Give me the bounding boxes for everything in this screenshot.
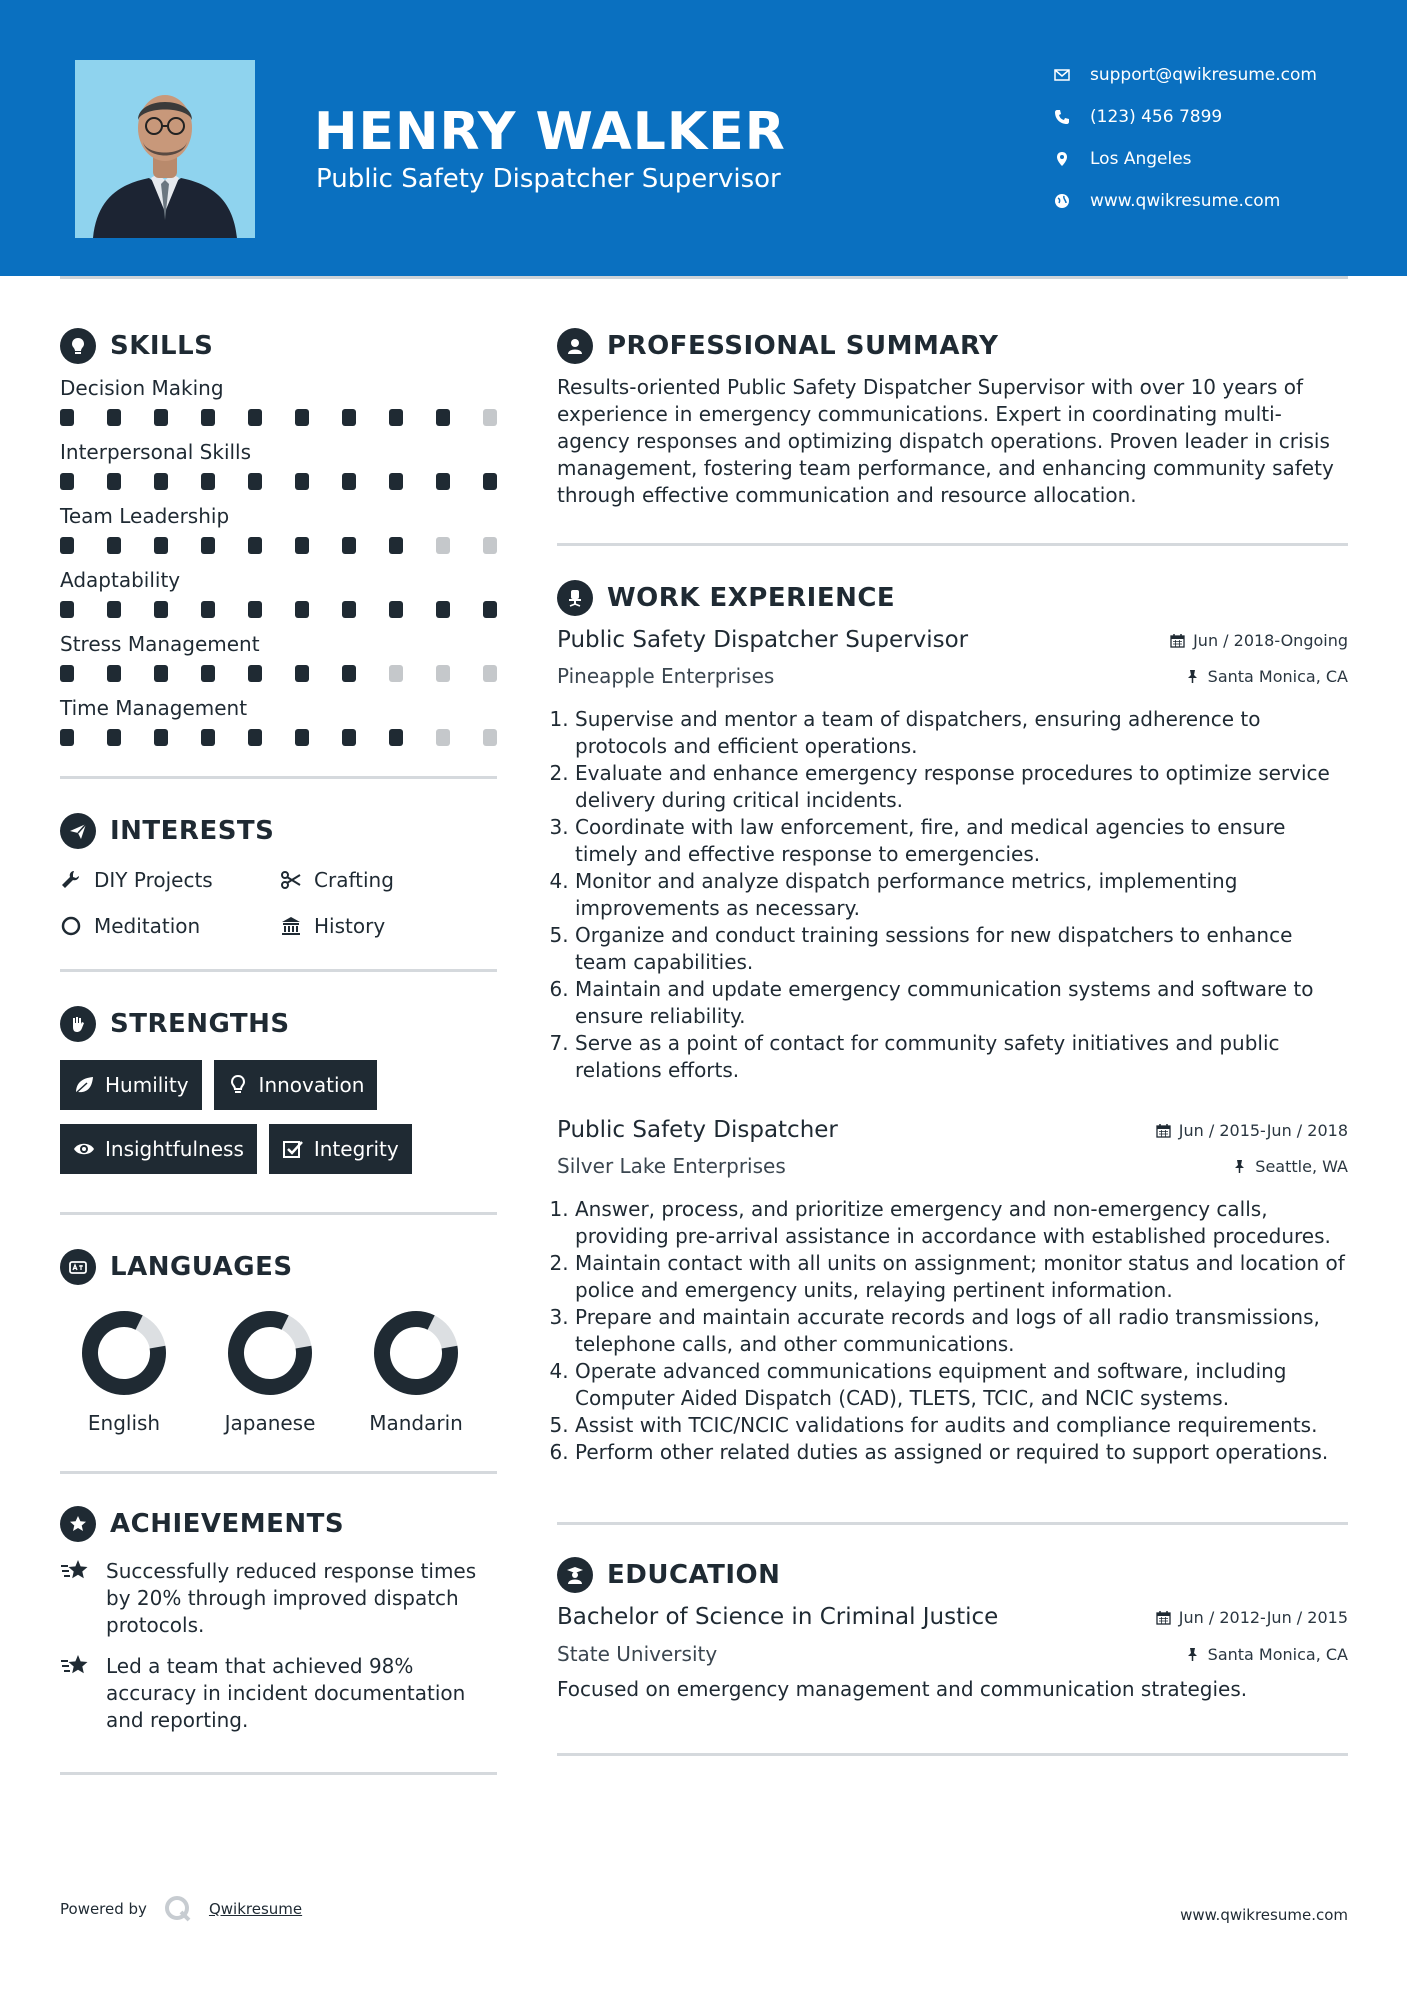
language-name: English [87, 1411, 161, 1435]
skill-dot-filled [342, 409, 356, 426]
skill-dot-filled [248, 665, 262, 682]
skill-dot-filled [154, 537, 168, 554]
section-divider [60, 969, 497, 972]
skill-dot-filled [201, 473, 215, 490]
header-divider [60, 276, 1348, 279]
summary-title: PROFESSIONAL SUMMARY [607, 331, 999, 361]
language-name: Japanese [224, 1411, 316, 1435]
skill-dot-filled [389, 537, 403, 554]
skills-title: SKILLS [110, 331, 214, 361]
circle-icon [60, 915, 82, 937]
duty-item: 2. Evaluate and enhance emergency response procedures to optimize service delivery during critical incidents. [575, 760, 1348, 814]
paper-plane-section-icon [60, 813, 96, 849]
interests-grid [60, 863, 497, 943]
section-divider [557, 1753, 1348, 1756]
education-dates [1156, 1608, 1348, 1627]
skill-dot-filled [389, 601, 403, 618]
skill-dot-filled [60, 537, 74, 554]
duty-item: 5. Organize and conduct training sessions for new dispatchers to enhance team capabilities. [575, 922, 1348, 976]
contact-website-text: www.qwikresume.com [1090, 191, 1281, 211]
experience-title: WORK EXPERIENCE [607, 583, 896, 613]
powered-by-text: Powered by [60, 1900, 147, 1918]
interest-item [280, 863, 497, 897]
job-location-text: Seattle, WA [1255, 1156, 1348, 1176]
skill-dot-filled [436, 473, 450, 490]
calendar-icon [1156, 1123, 1171, 1138]
interest-item [60, 909, 280, 943]
summary-section [557, 324, 1348, 509]
job-entry [557, 620, 1348, 1084]
duty-item: 4. Operate advanced communications equipment and software, including Computer Aided Dispatch (CAD), TLETS, TCIC, and NCIC systems. [575, 1358, 1348, 1412]
languages-title: LANGUAGES [110, 1252, 293, 1282]
skill-dot-filled [154, 665, 168, 682]
interests-section [60, 809, 497, 943]
skill-dot-filled [201, 665, 215, 682]
skill-dot-filled [201, 537, 215, 554]
strength-tags [60, 1060, 497, 1174]
skill-name: Adaptability [60, 568, 181, 592]
skill-dot-empty [483, 409, 497, 426]
skill-dot-filled [154, 409, 168, 426]
strength-tag [60, 1060, 202, 1110]
skill-dot-empty [436, 537, 450, 554]
star-icon [60, 1653, 92, 1681]
interest-item [280, 909, 497, 943]
skill-dot-empty [483, 665, 497, 682]
map-marker-icon [1054, 151, 1070, 167]
skill-dot-filled [248, 729, 262, 746]
section-divider [60, 1772, 497, 1775]
job-title: Public Safety Dispatcher [557, 1117, 838, 1143]
skill-dot-filled [107, 601, 121, 618]
duty-item: 6. Perform other related duties as assigned or required to support operations. [575, 1439, 1348, 1466]
skill-dot-filled [107, 665, 121, 682]
calendar-icon [1156, 1610, 1171, 1625]
section-divider [60, 1471, 497, 1474]
skills-section [60, 324, 497, 752]
skill-dot-filled [389, 729, 403, 746]
bank-icon [280, 915, 302, 937]
skill-dot-filled [60, 665, 74, 682]
skill-level-dots [60, 402, 497, 432]
footer-website[interactable]: www.qwikresume.com [1180, 1906, 1348, 1924]
skill-dot-filled [201, 729, 215, 746]
job-entry [557, 1110, 1348, 1466]
skill-dot-filled [248, 601, 262, 618]
skill-dot-filled [154, 473, 168, 490]
contact-email[interactable] [1054, 54, 1317, 96]
strength-label: Humility [105, 1073, 189, 1097]
star-section-icon [60, 1506, 96, 1542]
strength-tag [60, 1124, 257, 1174]
job-location-text: Santa Monica, CA [1207, 666, 1348, 686]
skills-heading [60, 324, 497, 368]
education-location [1185, 1645, 1348, 1664]
experience-heading [557, 576, 1348, 620]
skill-dot-filled [483, 601, 497, 618]
duty-item: 3. Prepare and maintain accurate records and logs of all radio transmissions, telephone calls, and other communications. [575, 1304, 1348, 1358]
strength-tag [214, 1060, 378, 1110]
skill-dot-filled [201, 409, 215, 426]
skill-name: Time Management [60, 696, 248, 720]
company-name: Pineapple Enterprises [557, 664, 775, 688]
education-description: Focused on emergency management and communication strategies. [557, 1677, 1248, 1701]
contact-phone-text: (123) 456 7899 [1090, 107, 1223, 127]
contact-email-text: support@qwikresume.com [1090, 65, 1317, 85]
skill-dot-filled [201, 601, 215, 618]
skill-level-dots [60, 594, 497, 624]
duty-item: 5. Assist with TCIC/NCIC validations for audits and compliance requirements. [575, 1412, 1348, 1439]
job-header [557, 620, 1348, 660]
achievement-item [60, 1558, 497, 1639]
skill-dot-filled [295, 473, 309, 490]
contact-website[interactable] [1054, 180, 1317, 222]
skill-dot-filled [60, 729, 74, 746]
skill-dot-filled [248, 537, 262, 554]
duty-item: 4. Monitor and analyze dispatch performance metrics, implementing improvements as necessary. [575, 868, 1348, 922]
language-item [210, 1309, 330, 1435]
profile-photo [75, 60, 255, 238]
skill-dot-filled [389, 473, 403, 490]
summary-heading [557, 324, 1348, 368]
section-divider [557, 1522, 1348, 1525]
brand-link[interactable]: Qwikresume [208, 1900, 303, 1918]
skill-dot-filled [295, 537, 309, 554]
job-dates [1170, 631, 1348, 650]
skill-dot-empty [389, 665, 403, 682]
contact-location [1054, 138, 1317, 180]
skill-dot-empty [436, 729, 450, 746]
skill-level-dots [60, 658, 497, 688]
achievement-text: Successfully reduced response times by 20% through improved dispatch protocols. [106, 1559, 477, 1637]
star-icon [60, 1558, 92, 1586]
skill-dot-filled [295, 729, 309, 746]
achievements-title: ACHIEVEMENTS [110, 1509, 345, 1539]
qwikresume-logo-icon [163, 1894, 193, 1924]
skill-dot-empty [483, 537, 497, 554]
skill-dot-filled [60, 473, 74, 490]
summary-text: Results-oriented Public Safety Dispatcher Supervisor with over 10 years of experience in emergency communications. Expert in coordinating multi-agency responses and optimizing dispatch operations. Proven leader in crisis management, fostering team performance, and enhancing community safety through effective communication and resource allocation. [557, 375, 1334, 507]
job-duties [557, 706, 1348, 1084]
duty-item: 1. Supervise and mentor a team of dispatchers, ensuring adherence to protocols and efficient operations. [575, 706, 1348, 760]
education-location-text: Santa Monica, CA [1207, 1644, 1348, 1664]
company-name: Silver Lake Enterprises [557, 1154, 786, 1178]
envelope-icon [1054, 67, 1070, 83]
skill-dot-filled [248, 473, 262, 490]
skill-dot-filled [60, 601, 74, 618]
skill-dot-empty [483, 729, 497, 746]
skill-dot-filled [107, 409, 121, 426]
skill-dot-empty [436, 665, 450, 682]
skill-dot-filled [342, 729, 356, 746]
languages-section [60, 1245, 497, 1435]
skill-dot-filled [248, 409, 262, 426]
school-name: State University [557, 1642, 718, 1666]
strength-label: Innovation [258, 1073, 365, 1097]
candidate-title: Public Safety Dispatcher Supervisor [316, 164, 781, 194]
skill-name: Team Leadership [60, 504, 230, 528]
skill-dot-filled [342, 473, 356, 490]
wrench-icon [60, 869, 82, 891]
phone-icon [1054, 109, 1070, 125]
job-title: Public Safety Dispatcher Supervisor [557, 627, 969, 653]
graduate-section-icon [557, 1557, 593, 1593]
language-item [356, 1309, 476, 1435]
skill-dot-filled [436, 601, 450, 618]
contact-phone[interactable] [1054, 96, 1317, 138]
duty-item: 1. Answer, process, and prioritize emergency and non-emergency calls, providing pre-arrival assistance in accordance with established procedures. [575, 1196, 1348, 1250]
language-item [64, 1309, 184, 1435]
duty-item: 3. Coordinate with law enforcement, fire, and medical agencies to ensure timely and effective response to emergencies. [575, 814, 1348, 868]
education-subheader [557, 1637, 1348, 1671]
skill-dot-filled [342, 601, 356, 618]
skill-dot-filled [436, 409, 450, 426]
interests-heading [60, 809, 497, 853]
strengths-section [60, 1002, 497, 1174]
job-subheader [557, 660, 1348, 692]
strengths-heading [60, 1002, 497, 1046]
pushpin-icon [1232, 1159, 1247, 1174]
contact-location-text: Los Angeles [1090, 149, 1192, 169]
skill-dot-filled [107, 537, 121, 554]
globe-icon [1054, 193, 1070, 209]
languages-heading [60, 1245, 497, 1289]
language-level-ring [226, 1309, 314, 1397]
education-header [557, 1597, 1348, 1637]
left-column [60, 300, 497, 1775]
skills-list [60, 374, 497, 752]
strength-tag [269, 1124, 412, 1174]
office-chair-section-icon [557, 580, 593, 616]
job-dates-text: Jun / 2015-Jun / 2018 [1178, 1120, 1348, 1140]
education-title: EDUCATION [607, 1560, 781, 1590]
hand-section-icon [60, 1006, 96, 1042]
lightbulb-section-icon [60, 328, 96, 364]
duty-item: 2. Maintain contact with all units on assignment; monitor status and location of police and emergency units, relaying pertinent information. [575, 1250, 1348, 1304]
job-dates [1156, 1121, 1348, 1140]
experience-section [557, 576, 1348, 1466]
right-column [557, 300, 1348, 1756]
check-square-icon [282, 1138, 304, 1160]
language-name: Mandarin [369, 1411, 463, 1435]
interest-label: DIY Projects [94, 868, 213, 892]
job-dates-text: Jun / 2018-Ongoing [1193, 630, 1348, 650]
skill-dot-filled [342, 665, 356, 682]
job-location [1185, 667, 1348, 686]
achievements-heading [60, 1502, 497, 1546]
interest-label: Meditation [94, 914, 201, 938]
interest-item [60, 863, 280, 897]
skill-dot-filled [295, 409, 309, 426]
interest-label: History [314, 914, 386, 938]
skill-dot-filled [107, 473, 121, 490]
skill-dot-filled [154, 729, 168, 746]
eye-icon [73, 1138, 95, 1160]
pushpin-icon [1185, 669, 1200, 684]
lightbulb-icon [227, 1074, 249, 1096]
language-level-ring [80, 1309, 168, 1397]
interest-label: Crafting [314, 868, 394, 892]
job-location [1232, 1157, 1348, 1176]
duty-item: 6. Maintain and update emergency communication systems and software to ensure reliability. [575, 976, 1348, 1030]
duty-item: 7. Serve as a point of contact for community safety initiatives and public relations efforts. [575, 1030, 1348, 1084]
interests-title: INTERESTS [110, 816, 275, 846]
section-divider [60, 1212, 497, 1215]
contact-list [1054, 54, 1317, 222]
job-duties [557, 1196, 1348, 1466]
section-divider [60, 776, 497, 779]
strength-label: Insightfulness [105, 1137, 244, 1161]
strengths-title: STRENGTHS [110, 1009, 290, 1039]
skill-name: Decision Making [60, 376, 224, 400]
skill-dot-filled [389, 409, 403, 426]
skill-level-dots [60, 466, 497, 496]
degree-title: Bachelor of Science in Criminal Justice [557, 1604, 999, 1630]
job-header [557, 1110, 1348, 1150]
education-heading [557, 1553, 1348, 1597]
skill-name: Interpersonal Skills [60, 440, 252, 464]
skill-dot-filled [60, 409, 74, 426]
section-divider [557, 543, 1348, 546]
achievements-section [60, 1502, 497, 1734]
calendar-icon [1170, 633, 1185, 648]
language-level-ring [372, 1309, 460, 1397]
education-dates-text: Jun / 2012-Jun / 2015 [1178, 1607, 1348, 1627]
achievement-item [60, 1653, 497, 1734]
skill-level-dots [60, 722, 497, 752]
candidate-name: HENRY WALKER [314, 102, 786, 162]
user-section-icon [557, 328, 593, 364]
achievement-text: Led a team that achieved 98% accuracy in incident documentation and reporting. [106, 1654, 466, 1732]
footer-powered-by [60, 1894, 302, 1924]
skill-dot-filled [107, 729, 121, 746]
scissors-icon [280, 869, 302, 891]
skill-dot-filled [154, 601, 168, 618]
education-section [557, 1553, 1348, 1701]
job-subheader [557, 1150, 1348, 1182]
skill-dot-filled [295, 665, 309, 682]
language-section-icon [60, 1249, 96, 1285]
skill-level-dots [60, 530, 497, 560]
skill-dot-filled [342, 537, 356, 554]
skill-dot-filled [295, 601, 309, 618]
skill-dot-filled [483, 473, 497, 490]
leaf-icon [73, 1074, 95, 1096]
skill-name: Stress Management [60, 632, 260, 656]
strength-label: Integrity [313, 1137, 399, 1161]
pushpin-icon [1185, 1647, 1200, 1662]
resume-header [0, 0, 1407, 276]
languages-list [64, 1309, 476, 1435]
